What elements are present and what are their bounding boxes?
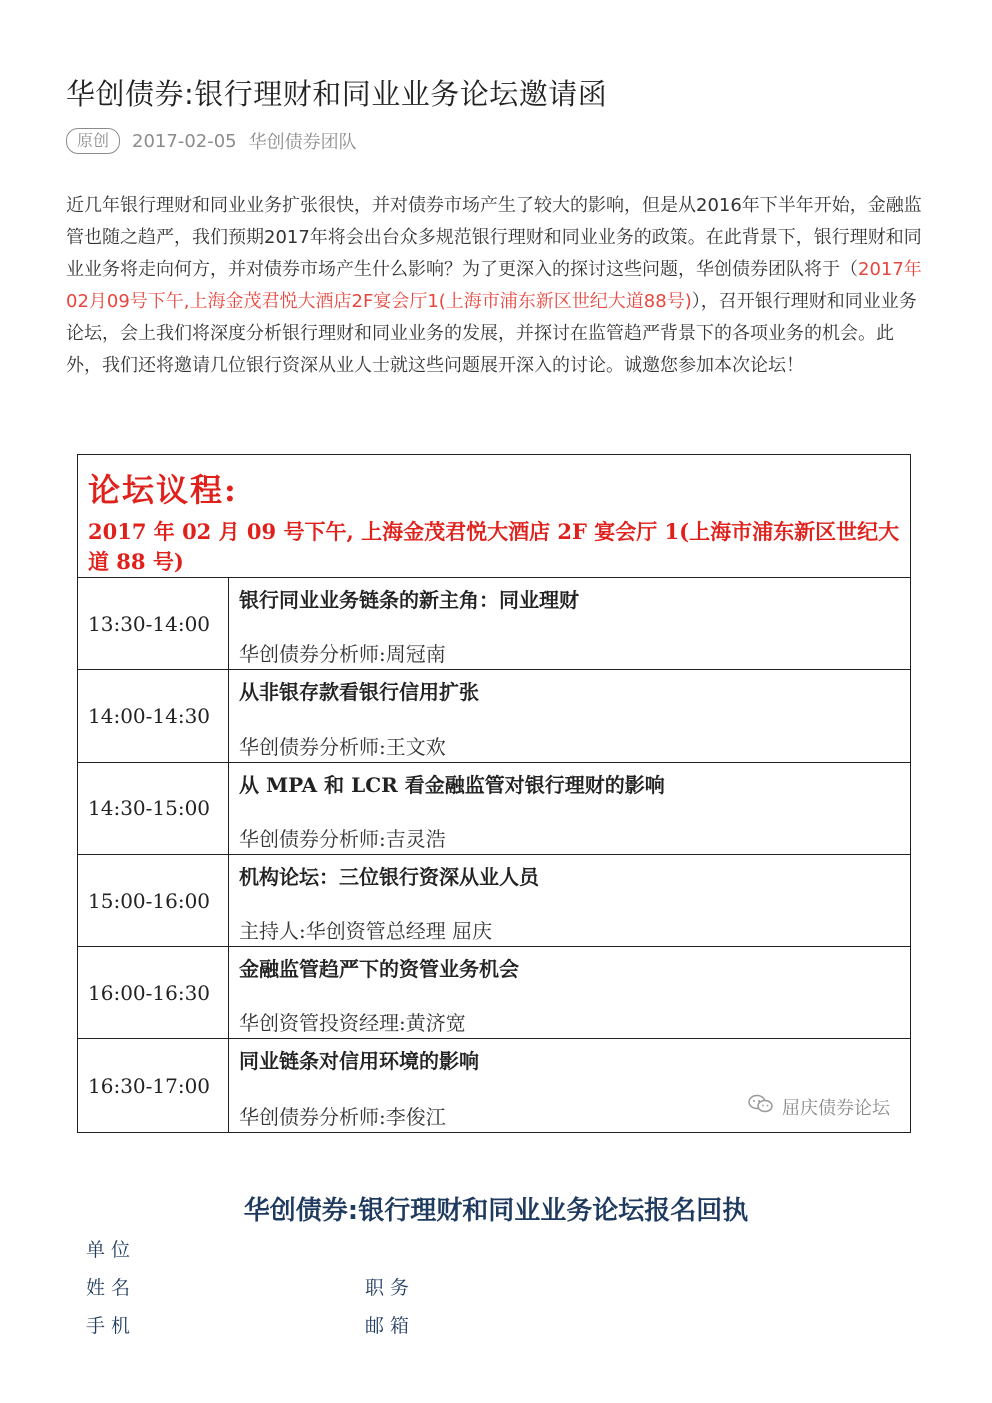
article-meta <box>66 128 357 154</box>
agenda-time: 16:30-17:00 <box>78 1039 229 1131</box>
agenda-speaker: 华创债券分析师:王文欢 <box>239 734 446 759</box>
field-name-label: 姓名 <box>86 1277 137 1299</box>
field-email-label: 邮箱 <box>365 1315 416 1337</box>
field-position-label: 职务 <box>365 1277 416 1299</box>
agenda-time: 14:30-15:00 <box>78 763 229 854</box>
agenda-time: 15:00-16:00 <box>78 855 229 946</box>
agenda-topic-cell <box>229 670 910 761</box>
agenda-speaker: 华创债券分析师:李俊江 <box>239 1104 446 1129</box>
agenda-row <box>78 763 910 855</box>
agenda-venue: 2017 年 02 月 09 号下午, 上海金茂君悦大酒店 2F 宴会厅 1(上海市浦东新区世纪大道 88 号) <box>88 519 900 574</box>
intro-paragraph <box>66 190 928 382</box>
agenda-table <box>77 454 911 1133</box>
agenda-row <box>78 578 910 670</box>
agenda-title: 论坛议程: <box>88 471 238 509</box>
intro-event-highlight: 2017年02月09号下午,上海金茂君悦大酒店2F宴会厅1(上海市浦东新区世纪大道88号) <box>66 259 922 312</box>
agenda-topic: 从非银存款看银行信用扩张 <box>239 680 479 705</box>
agenda-row <box>78 947 910 1039</box>
agenda-time: 16:00-16:30 <box>78 947 229 1038</box>
reply-form-title: 华创债券:银行理财和同业业务论坛报名回执 <box>243 1196 749 1226</box>
author-link[interactable]: 华创债券团队 <box>248 132 357 153</box>
agenda-row <box>78 670 910 762</box>
agenda-topic: 银行同业业务链条的新主角：同业理财 <box>239 588 579 612</box>
agenda-topic-cell <box>229 763 910 854</box>
field-phone-label: 手机 <box>86 1315 137 1337</box>
field-unit-label: 单位 <box>86 1239 137 1261</box>
agenda-topic: 同业链条对信用环境的影响 <box>239 1049 479 1074</box>
agenda-topic: 金融监管趋严下的资管业务机会 <box>239 957 519 982</box>
agenda-speaker: 华创资管投资经理:黄济宽 <box>239 1011 466 1036</box>
agenda-topic: 从 MPA 和 LCR 看金融监管对银行理财的影响 <box>239 772 665 797</box>
agenda-topic-cell <box>229 947 910 1038</box>
wechat-icon <box>748 1094 774 1119</box>
agenda-time: 13:30-14:00 <box>78 578 229 669</box>
watermark-text: 屈庆债券论坛 <box>782 1097 890 1119</box>
original-badge: 原创 <box>66 128 120 154</box>
intro-text-before: 近几年银行理财和同业业务扩张很快，并对债券市场产生了较大的影响，但是从2016年下半年开始，金融监管也随之趋严，我们预期2017年将会出台众多规范银行理财和同业业务的政策。在此背景下，银行理财和同业业务将走向何方，并对债券市场产生什么影响？为了更深入的探讨这些问题，华创债券团队将于（ <box>66 195 922 280</box>
agenda-topic: 机构论坛：三位银行资深从业人员 <box>239 864 539 889</box>
watermark <box>748 1094 890 1120</box>
agenda-topic-cell <box>229 1039 910 1131</box>
agenda-time: 14:00-14:30 <box>78 670 229 761</box>
agenda-row <box>78 855 910 947</box>
agenda-speaker: 主持人:华创资管总经理 屈庆 <box>239 919 493 944</box>
publish-date: 2017-02-05 <box>132 130 237 152</box>
intro-text-after: ），召开银行理财和同业业务论坛，会上我们将深度分析银行理财和同业业务的发展，并探讨在监管趋严背景下的各项业务的机会。此外，我们还将邀请几位银行资深从业人士就这些问题展开深入的讨论。诚邀您参加本次论坛！ <box>66 291 917 376</box>
agenda-header <box>78 455 910 578</box>
agenda-topic-cell <box>229 855 910 946</box>
agenda-speaker: 华创债券分析师:周冠南 <box>239 642 446 667</box>
article-title: 华创债券:银行理财和同业业务论坛邀请函 <box>66 77 608 111</box>
agenda-row <box>78 1039 910 1131</box>
agenda-topic-cell <box>229 578 910 669</box>
agenda-speaker: 华创债券分析师:吉灵浩 <box>239 826 446 851</box>
